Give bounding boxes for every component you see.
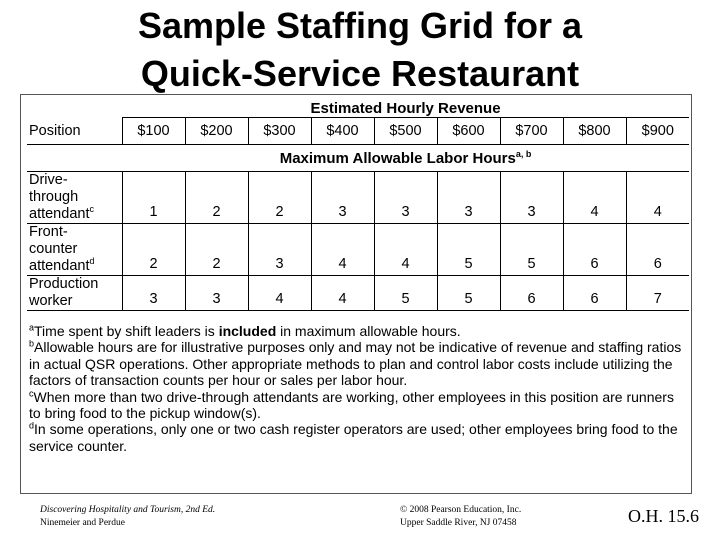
table-cell: 4 <box>311 224 374 276</box>
publisher-address: Upper Saddle River, NJ 07458 <box>400 518 517 528</box>
slide-title <box>0 2 720 98</box>
table-row <box>27 172 689 224</box>
table-cell: 4 <box>626 172 689 224</box>
table-cell: 6 <box>626 224 689 276</box>
table-cell: 7 <box>626 276 689 311</box>
table-cell: 6 <box>563 224 626 276</box>
copyright-text: © 2008 Pearson Education, Inc. <box>400 505 522 515</box>
table-cell: 3 <box>122 276 185 311</box>
staffing-table-wrapper <box>27 97 689 311</box>
row-label-front-counter: Front- counter attendant$^d$ <box>27 224 122 276</box>
max-hours-header-row <box>27 145 689 172</box>
max-hours-header <box>122 145 689 172</box>
table-cell: 5 <box>437 276 500 311</box>
table-row <box>27 224 689 276</box>
table-cell: 2 <box>122 224 185 276</box>
book-authors: Ninemeier and Perdue <box>40 518 125 528</box>
table-cell: 6 <box>500 276 563 311</box>
revenue-col-header: $600 <box>437 118 500 145</box>
max-hours-footnote-ref: a, b <box>515 148 532 159</box>
title-line-2: Quick-Service Restaurant <box>140 53 580 94</box>
book-title: Discovering Hospitality and Tourism, 2nd Ed. <box>40 505 216 515</box>
table-cell: 3 <box>500 172 563 224</box>
footnotes <box>29 323 689 454</box>
revenue-col-header: $700 <box>500 118 563 145</box>
table-cell: 3 <box>248 224 311 276</box>
revenue-col-header: $400 <box>311 118 374 145</box>
position-label: Position <box>27 118 122 145</box>
revenue-col-header: $200 <box>185 118 248 145</box>
table-cell: 5 <box>437 224 500 276</box>
table-cell: 4 <box>563 172 626 224</box>
max-hours-header-text: Maximum Allowable Labor Hours <box>279 149 516 167</box>
revenue-col-header: $800 <box>563 118 626 145</box>
table-cell: 3 <box>185 276 248 311</box>
table-cell: 4 <box>374 224 437 276</box>
table-cell: 4 <box>248 276 311 311</box>
table-cell: 3 <box>437 172 500 224</box>
revenue-col-header: $100 <box>122 118 185 145</box>
title-line-1: Sample Staffing Grid for a <box>137 5 583 46</box>
table-cell: 5 <box>374 276 437 311</box>
table-cell: 2 <box>248 172 311 224</box>
row-label-drive-through: Drive- through attendant$^c$ <box>27 172 122 224</box>
staffing-table <box>27 97 689 311</box>
footer-book-info <box>40 504 215 530</box>
table-cell: 2 <box>185 172 248 224</box>
revenue-col-header: $500 <box>374 118 437 145</box>
position-header-row <box>27 118 689 145</box>
table-cell: 3 <box>311 172 374 224</box>
table-cell: 6 <box>563 276 626 311</box>
footnote-d: $^d$In some operations, only one or two cash register operators are used; other employees bring food to the service counter. <box>29 420 678 454</box>
footnote-a: $^a$Time spent by shift leaders is included in maximum allowable hours. <box>29 322 461 339</box>
revenue-col-header: $300 <box>248 118 311 145</box>
footer-copyright <box>400 504 521 530</box>
revenue-header: Estimated Hourly Revenue <box>122 97 689 118</box>
footnote-c: $^c$When more than two drive-through attendants are working, other employees in this position are runners to bring food to the pickup window(s). <box>29 387 674 422</box>
table-cell: 5 <box>500 224 563 276</box>
slide-number: O.H. 15.6 <box>628 506 699 526</box>
staffing-grid-figure <box>20 94 692 494</box>
table-cell: 4 <box>311 276 374 311</box>
row-label-production: Production worker <box>27 276 122 311</box>
table-cell: 1 <box>122 172 185 224</box>
table-cell: 2 <box>185 224 248 276</box>
footnote-b: $^b$Allowable hours are for illustrative purposes only and may not be indicative of revenue and staffing ratios in actual QSR operations. Other appropriate methods to plan and control labor costs include utilizing the factors of transaction counts per hour or sales per labor hour. <box>29 338 682 389</box>
revenue-col-header: $900 <box>626 118 689 145</box>
table-row <box>27 276 689 311</box>
table-cell: 3 <box>374 172 437 224</box>
